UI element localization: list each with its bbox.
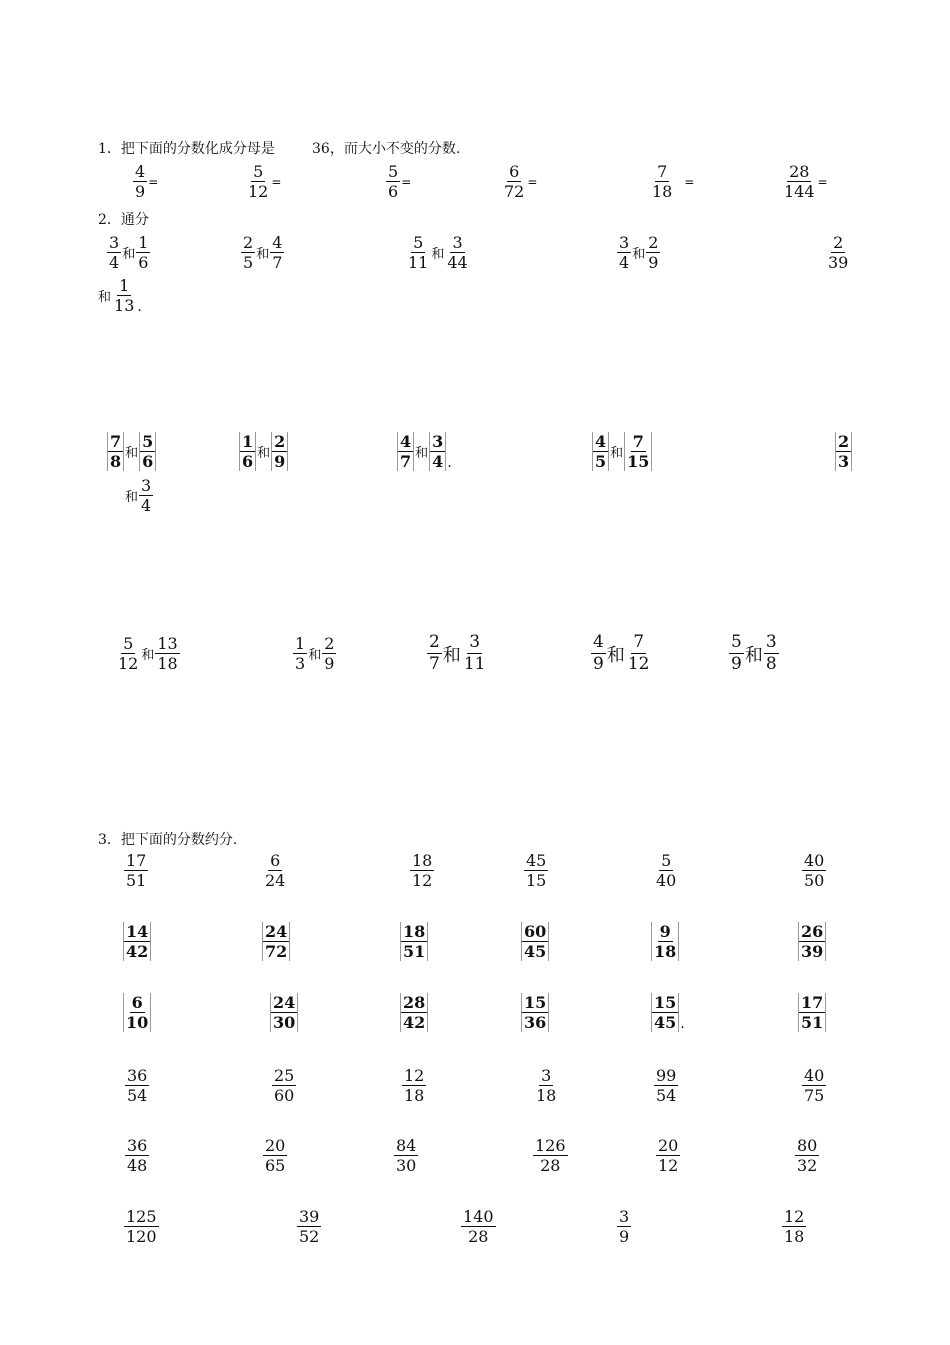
denominator: 65 [265, 1156, 286, 1175]
numerator: 1 [119, 276, 130, 295]
numerator: 5 [123, 634, 134, 653]
q2-pair-5-second [97, 276, 142, 315]
and-connector: 和 [632, 247, 646, 262]
denominator: 13 [114, 296, 135, 315]
numerator: 7 [632, 432, 644, 451]
fraction [592, 432, 609, 471]
denominator: 5 [595, 452, 607, 471]
fraction [133, 162, 147, 201]
denominator: 5 [243, 253, 254, 272]
period: . [447, 455, 452, 471]
denominator: 42 [126, 942, 149, 961]
numerator: 17 [801, 993, 824, 1012]
fraction [429, 432, 446, 471]
q2-pair-8 [397, 432, 452, 471]
fraction [270, 233, 284, 272]
numerator: 2 [648, 233, 659, 252]
numerator: 6 [270, 851, 281, 870]
fraction [835, 432, 852, 471]
numerator: 36 [127, 1136, 148, 1155]
denominator: 9 [324, 654, 335, 673]
numerator: 60 [524, 922, 547, 941]
equals-sign: = [148, 174, 159, 189]
numerator: 4 [400, 432, 412, 451]
numerator: 80 [797, 1136, 818, 1155]
numerator: 3 [452, 233, 463, 252]
numerator: 84 [396, 1136, 417, 1155]
denominator: 10 [126, 1013, 149, 1032]
numerator: 12 [784, 1207, 805, 1226]
numerator: 24 [265, 922, 288, 941]
fraction [462, 632, 488, 675]
fraction [116, 634, 140, 673]
q3-fraction [125, 1136, 149, 1175]
numerator: 2 [324, 634, 335, 653]
numerator: 2 [243, 233, 254, 252]
and-connector: 和 [122, 247, 136, 262]
numerator: 15 [654, 993, 677, 1012]
numerator: 125 [126, 1207, 157, 1226]
and-connector: 和 [141, 648, 155, 663]
question-3-title: 3．把下面的分数约分. [98, 832, 238, 848]
denominator: 51 [126, 871, 147, 890]
fraction [297, 1207, 321, 1246]
fraction [125, 1066, 149, 1105]
numerator: 12 [404, 1066, 425, 1085]
q3-fraction [798, 993, 826, 1032]
fraction [400, 922, 428, 961]
q3-fraction [656, 1136, 680, 1175]
q3-fraction [123, 922, 151, 961]
fraction [139, 432, 156, 471]
fraction [397, 432, 414, 471]
fraction [651, 922, 679, 961]
q2-pair-2 [241, 233, 284, 272]
numerator: 3 [765, 632, 777, 652]
numerator: 40 [804, 1066, 825, 1085]
fraction [107, 432, 124, 471]
numerator: 39 [299, 1207, 320, 1226]
q2-pair-13 [427, 632, 487, 675]
fraction [410, 851, 434, 890]
question-1-title: 1．把下面的分数化成分母是 [98, 141, 275, 157]
numerator: 2 [838, 432, 850, 451]
numerator: 20 [658, 1136, 679, 1155]
fraction [124, 851, 148, 890]
q3-fraction [795, 1136, 819, 1175]
fraction [155, 634, 179, 673]
denominator: 28 [540, 1156, 561, 1175]
denominator: 50 [804, 871, 825, 890]
denominator: 18 [784, 1227, 805, 1246]
numerator: 45 [526, 851, 547, 870]
denominator: 12 [658, 1156, 679, 1175]
fraction [651, 993, 679, 1032]
and-connector: 和 [415, 446, 429, 461]
numerator: 9 [659, 922, 671, 941]
denominator: 54 [656, 1086, 677, 1105]
denominator: 8 [110, 452, 122, 471]
denominator: 18 [654, 942, 677, 961]
numerator: 14 [126, 922, 149, 941]
equals-sign: = [817, 174, 828, 189]
fraction [656, 1136, 680, 1175]
fraction [782, 162, 817, 201]
denominator: 6 [242, 452, 254, 471]
numerator: 5 [142, 432, 154, 451]
fraction [533, 1136, 568, 1175]
numerator: 5 [413, 233, 424, 252]
fraction [798, 993, 826, 1032]
q2-pair-4 [617, 233, 660, 272]
denominator: 3 [838, 452, 850, 471]
equals-sign: = [401, 174, 412, 189]
q3-fraction [654, 851, 678, 890]
fraction [241, 233, 255, 272]
numerator: 3 [469, 632, 481, 652]
numerator: 3 [141, 476, 152, 495]
numerator: 126 [535, 1136, 566, 1155]
numerator: 3 [432, 432, 444, 451]
fraction [270, 993, 298, 1032]
q3-fraction [297, 1207, 321, 1246]
numerator: 26 [801, 922, 824, 941]
fraction [626, 632, 652, 675]
fraction [646, 233, 660, 272]
q3-fraction [272, 1066, 296, 1105]
numerator: 1 [138, 233, 149, 252]
numerator: 1 [242, 432, 254, 451]
q3-fraction [617, 1207, 631, 1246]
period: . [137, 299, 142, 315]
denominator: 72 [265, 942, 288, 961]
denominator: 42 [403, 1013, 426, 1032]
fraction [461, 1207, 496, 1246]
fraction [654, 851, 678, 890]
q2-pair-9 [592, 432, 652, 471]
q2-pair-14 [591, 632, 651, 675]
numerator: 7 [110, 432, 122, 451]
numerator: 140 [463, 1207, 494, 1226]
q3-fraction [394, 1136, 418, 1175]
numerator: 3 [109, 233, 120, 252]
denominator: 6 [388, 182, 399, 201]
and-connector: 和 [610, 446, 624, 461]
q2-pair-6 [107, 432, 156, 471]
denominator: 39 [801, 942, 824, 961]
fraction [386, 162, 400, 201]
denominator: 15 [526, 871, 547, 890]
fraction [650, 162, 674, 201]
q3-fraction [270, 993, 298, 1032]
fraction [136, 233, 150, 272]
q3-fraction [124, 851, 148, 890]
fraction [617, 1207, 631, 1246]
numerator: 15 [524, 993, 547, 1012]
numerator: 5 [253, 162, 264, 181]
fraction [764, 632, 779, 675]
fraction [293, 634, 307, 673]
and-connector: 和 [431, 247, 445, 262]
fraction [107, 233, 121, 272]
fraction [123, 993, 151, 1032]
denominator: 9 [593, 654, 604, 674]
denominator: 45 [654, 1013, 677, 1032]
numerator: 6 [509, 162, 520, 181]
q3-fraction [798, 922, 826, 961]
denominator: 72 [504, 182, 525, 201]
q3-fraction [782, 1207, 806, 1246]
q3-fraction [262, 922, 290, 961]
fraction [654, 1066, 678, 1105]
fraction [125, 1136, 149, 1175]
denominator: 8 [765, 654, 777, 674]
denominator: 4 [619, 253, 630, 272]
equals-sign: = [271, 174, 282, 189]
fraction [502, 162, 526, 201]
numerator: 7 [633, 632, 645, 652]
denominator: 144 [784, 182, 815, 201]
denominator: 6 [138, 253, 149, 272]
q3-fraction [125, 1066, 149, 1105]
numerator: 18 [403, 922, 426, 941]
and-connector: 和 [98, 290, 112, 305]
q1-fraction-4 [502, 162, 537, 201]
denominator: 44 [447, 253, 468, 272]
q3-fraction [410, 851, 434, 890]
numerator: 17 [126, 851, 147, 870]
fraction [798, 922, 826, 961]
numerator: 4 [135, 162, 146, 181]
fraction [445, 233, 469, 272]
denominator: 3 [295, 654, 306, 673]
fraction [322, 634, 336, 673]
q2-pair-3 [406, 233, 470, 272]
denominator: 9 [135, 182, 146, 201]
fraction [139, 476, 153, 515]
numerator: 24 [273, 993, 296, 1012]
denominator: 9 [619, 1227, 630, 1246]
denominator: 7 [429, 654, 440, 674]
denominator: 12 [412, 871, 433, 890]
numerator: 5 [731, 632, 742, 652]
fraction [272, 1066, 296, 1105]
denominator: 40 [656, 871, 677, 890]
denominator: 30 [273, 1013, 296, 1032]
numerator: 7 [657, 162, 668, 181]
denominator: 12 [118, 654, 139, 673]
denominator: 4 [109, 253, 120, 272]
numerator: 4 [595, 432, 607, 451]
q3-fraction [651, 922, 679, 961]
denominator: 11 [408, 253, 429, 272]
fraction [271, 432, 288, 471]
numerator: 5 [388, 162, 399, 181]
fraction [246, 162, 270, 201]
fraction [427, 632, 442, 675]
numerator: 2 [833, 233, 844, 252]
fraction [402, 1066, 426, 1105]
fraction [263, 1136, 287, 1175]
numerator: 36 [127, 1066, 148, 1085]
denominator: 18 [652, 182, 673, 201]
q3-fraction [263, 851, 287, 890]
q3-fraction [400, 993, 428, 1032]
denominator: 36 [524, 1013, 547, 1032]
denominator: 30 [396, 1156, 417, 1175]
q2-pair-10-first [835, 432, 852, 471]
numerator: 1 [295, 634, 306, 653]
fraction [521, 993, 549, 1032]
numerator: 40 [804, 851, 825, 870]
period: . [680, 1016, 685, 1032]
numerator: 6 [131, 993, 143, 1012]
denominator: 120 [126, 1227, 157, 1246]
fraction [826, 233, 850, 272]
numerator: 3 [619, 233, 630, 252]
denominator: 9 [274, 452, 286, 471]
q3-fraction [651, 993, 685, 1032]
fraction [400, 993, 428, 1032]
q1-fraction-5 [650, 162, 694, 201]
denominator: 52 [299, 1227, 320, 1246]
fraction [394, 1136, 418, 1175]
fraction [782, 1207, 806, 1246]
fraction [534, 1066, 558, 1105]
and-connector: 和 [256, 247, 270, 262]
denominator: 11 [463, 654, 486, 674]
denominator: 15 [627, 452, 650, 471]
fraction [617, 233, 631, 272]
denominator: 4 [141, 496, 152, 515]
q1-fraction-2 [246, 162, 281, 201]
and-connector: 和 [125, 446, 139, 461]
denominator: 12 [248, 182, 269, 201]
denominator: 75 [804, 1086, 825, 1105]
fraction [123, 922, 151, 961]
and-connector: 和 [606, 644, 625, 666]
q3-fraction [802, 1066, 826, 1105]
fraction [729, 632, 744, 675]
numerator: 18 [412, 851, 433, 870]
q3-fraction [654, 1066, 678, 1105]
denominator: 32 [797, 1156, 818, 1175]
q3-fraction [123, 993, 151, 1032]
fraction [802, 851, 826, 890]
numerator: 3 [541, 1066, 552, 1085]
and-connector: 和 [744, 644, 763, 666]
numerator: 4 [272, 233, 283, 252]
numerator: 25 [274, 1066, 295, 1085]
fraction [263, 851, 287, 890]
fraction [406, 233, 430, 272]
q2-pair-11 [116, 634, 180, 673]
q1-fraction-3 [386, 162, 411, 201]
q3-fraction [521, 922, 549, 961]
denominator: 7 [272, 253, 283, 272]
q3-fraction [534, 1066, 558, 1105]
denominator: 48 [127, 1156, 148, 1175]
numerator: 28 [403, 993, 426, 1012]
q3-fraction [263, 1136, 287, 1175]
q2-pair-15 [729, 632, 779, 675]
denominator: 51 [801, 1013, 824, 1032]
numerator: 28 [789, 162, 810, 181]
q3-fraction [400, 922, 428, 961]
question-2-title: 2．通分 [98, 212, 149, 228]
and-connector: 和 [308, 648, 322, 663]
fraction [112, 276, 136, 315]
q1-fraction-6 [782, 162, 828, 201]
numerator: 5 [661, 851, 672, 870]
and-connector: 和 [125, 490, 139, 505]
denominator: 18 [404, 1086, 425, 1105]
denominator: 6 [142, 452, 154, 471]
denominator: 60 [274, 1086, 295, 1105]
fraction [262, 922, 290, 961]
fraction [591, 632, 606, 675]
denominator: 4 [432, 452, 444, 471]
q2-pair-1 [107, 233, 150, 272]
fraction [239, 432, 256, 471]
denominator: 18 [536, 1086, 557, 1105]
denominator: 12 [627, 654, 650, 674]
numerator: 20 [265, 1136, 286, 1155]
fraction [802, 1066, 826, 1105]
numerator: 2 [274, 432, 286, 451]
q3-fraction [524, 851, 548, 890]
fraction [524, 851, 548, 890]
numerator: 13 [157, 634, 178, 653]
numerator: 2 [429, 632, 440, 652]
fraction [124, 1207, 159, 1246]
denominator: 18 [157, 654, 178, 673]
numerator: 3 [619, 1207, 630, 1226]
fraction [624, 432, 652, 471]
fraction [795, 1136, 819, 1175]
denominator: 45 [524, 942, 547, 961]
denominator: 9 [731, 654, 742, 674]
q1-fraction-1 [133, 162, 158, 201]
q3-fraction [521, 993, 549, 1032]
denominator: 51 [403, 942, 426, 961]
q2-pair-5-first [826, 233, 850, 272]
denominator: 39 [828, 253, 849, 272]
q3-fraction [802, 851, 826, 890]
numerator: 4 [593, 632, 604, 652]
numerator: 99 [656, 1066, 677, 1085]
and-connector: 和 [442, 644, 461, 666]
q3-fraction [124, 1207, 159, 1246]
q3-fraction [533, 1136, 568, 1175]
q2-pair-10-second [124, 476, 153, 515]
equals-sign: = [527, 174, 538, 189]
denominator: 7 [400, 452, 412, 471]
equals-sign: = [684, 174, 695, 189]
and-connector: 和 [257, 446, 271, 461]
q2-pair-7 [239, 432, 288, 471]
denominator: 24 [265, 871, 286, 890]
question-1-title-number: 36，而大小不变的分数. [312, 141, 461, 157]
denominator: 28 [468, 1227, 489, 1246]
denominator: 54 [127, 1086, 148, 1105]
q3-fraction [461, 1207, 496, 1246]
fraction [521, 922, 549, 961]
q2-pair-12 [293, 634, 336, 673]
q3-fraction [402, 1066, 426, 1105]
denominator: 9 [648, 253, 659, 272]
